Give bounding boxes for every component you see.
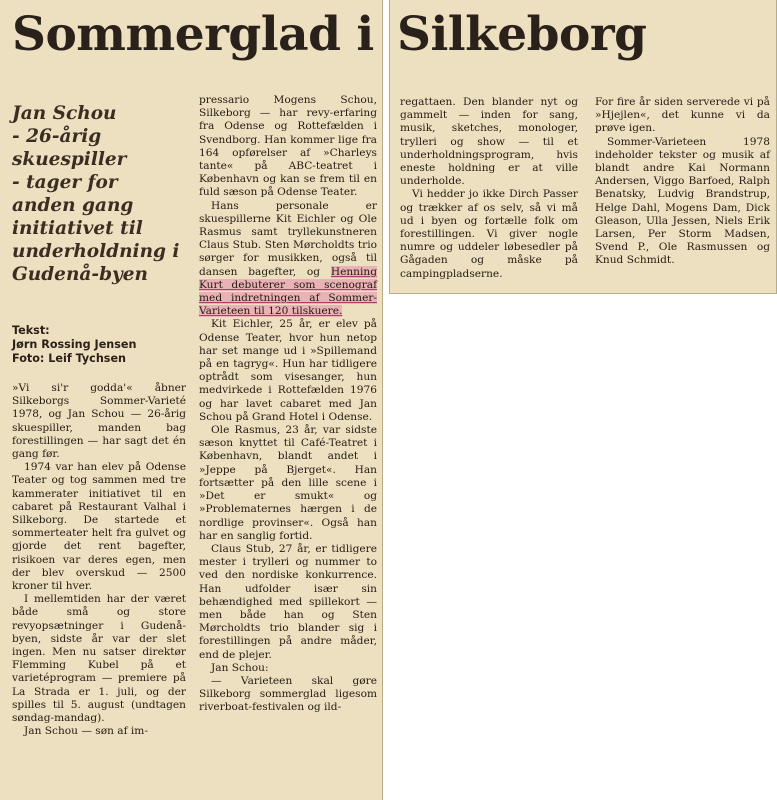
paragraph (199, 200, 377, 319)
paragraph: For fire år siden serverede vi på »Hjejlen«, det kunne vi da prøve igen. (595, 96, 770, 135)
paragraph: — Varieteen skal gøre Silkeborg sommerglad ligesom riverboat-festivalen og ild- (199, 674, 377, 714)
paragraph: I mellemtiden har der været både små og store revyopsætninger i Gudenå-byen, sidste år var der slet ingen. Men nu satser direktør Flemming Kubel på et varietéprogram — premiere på La Strada er 1. juli, og der spilles til 5. august (undtagen søndag-mandag). (12, 593, 186, 725)
deck-line: Gudenå-byen (12, 264, 148, 285)
paragraph-text: Hans personale er skuespillerne Kit Eichler og Ole Rasmus samt tryllekunstneren Claus Stub. Sten Mørcholdts trio sørger for musikken, også til dansen bagefter, og (199, 199, 377, 278)
paragraph: Kit Eichler, 25 år, er elev på Odense Teater, hvor hun netop har set mange ud i »Spillemand på en tagryg«. Hun har tidligere optrådt som visesanger, hun medvirkede i Rottefælden 1976 og har lavet cabaret med Jan Schou på Grand Hotel i Odense. (199, 318, 377, 423)
paragraph: Sommer-Varieteen 1978 indeholder tekster og musik af blandt andre Kai Normann Andersen, Viggo Barfoed, Ralph Benatsky, Ludvig Brandstrup, Helge Dahl, Mogens Dam, Dick Gleason, Ulla Jessen, Niels Erik Larsen, Per Storm Madsen, Svend P., Ole Rasmussen og Knud Schmidt. (595, 135, 770, 267)
paragraph: pressario Mogens Schou, Silkeborg — har revy-erfaring fra Odense og Rottefælden i Svendborg. Han kommer lige fra 164 opførelser af »Charleys tante« på ABC-teatret i København og kan se frem til en fuld sæson på Odense Teater. (199, 94, 377, 199)
paragraph: 1974 var han elev på Odense Teater og tog sammen med tre kammerater initiativet til en cabaret på Restaurant Valhal i Silkeborg. De startede et sommerteater helt fra gulvet og gjorde det rent bagefter, risikoen var deres egen, men der blev overskud — 2500 kroner til hver. (12, 461, 186, 593)
headline-part-2: Silkeborg (397, 7, 647, 62)
article-column-3 (400, 96, 578, 281)
article-column-4 (595, 96, 770, 268)
article-column-1 (12, 382, 186, 738)
paragraph: regattaen. Den blander nyt og gammelt — inden for sang, musik, sketches, monologer, trylleri og show — til et underholdningsprogram, hvis eneste holdning er at ville underholde. (400, 96, 578, 188)
paragraph: Ole Rasmus, 23 år, var sidste sæson knyttet til Café-Teatret i København, blandt andet i »Jeppe på Bjerget«. Han fortsætter på den lille scene i »Det er smukt« og »Problematernes hærgen i de nordlige provinser«. Også han har en sanglig fortid. (199, 424, 377, 542)
deck-line: anden gang (12, 195, 134, 216)
byline-photo: Foto: Leif Tychsen (12, 352, 126, 366)
paragraph: Jan Schou: (211, 661, 269, 674)
paragraph: Jan Schou — søn af im- (24, 725, 148, 738)
paragraph: »Vi si'r godda'« åbner Silkeborgs Sommer-Varieté 1978, og Jan Schou — 26-årig skuespiller, manden bag forestillingen — har sagt det én gang før. (12, 382, 186, 461)
deck-line: underholdning i (12, 241, 180, 262)
byline-label: Tekst: (12, 324, 50, 337)
deck-line: initiativet til (12, 218, 143, 239)
deck-subheadline (12, 102, 190, 286)
headline-part-1: Sommerglad i (12, 7, 374, 62)
highlighted-text: Henning Kurt debuterer som scenograf med indretningen af Sommer-Varieteen til 120 tilskuere. (199, 265, 377, 318)
deck-line: - tager for (12, 172, 118, 193)
paragraph: Claus Stub, 27 år, er tidligere mester i trylleri og nummer to ved den nordiske konkurrence. Han udfolder især sin behændighed med spillekort — men både han og Sten Mørcholdts trio blander sig i forestillingen på andre måder, end de plejer. (199, 542, 377, 661)
paragraph: Vi hedder jo ikke Dirch Passer og trækker af os selv, så vi må ud i byen og fortælle folk om forestillingen. Vi giver nogle numre og uddeler løbesedler på Gågaden og måske på campingpladserne. (400, 188, 578, 280)
deck-line: - 26-årig (12, 126, 102, 147)
clipping-left (0, 0, 383, 800)
deck-line: Jan Schou (12, 103, 117, 124)
clipping-right (389, 0, 777, 294)
article-column-2 (199, 94, 377, 715)
byline-author: Jørn Rossing Jensen (12, 338, 137, 352)
deck-line: skuespiller (12, 149, 127, 170)
byline (12, 324, 190, 367)
